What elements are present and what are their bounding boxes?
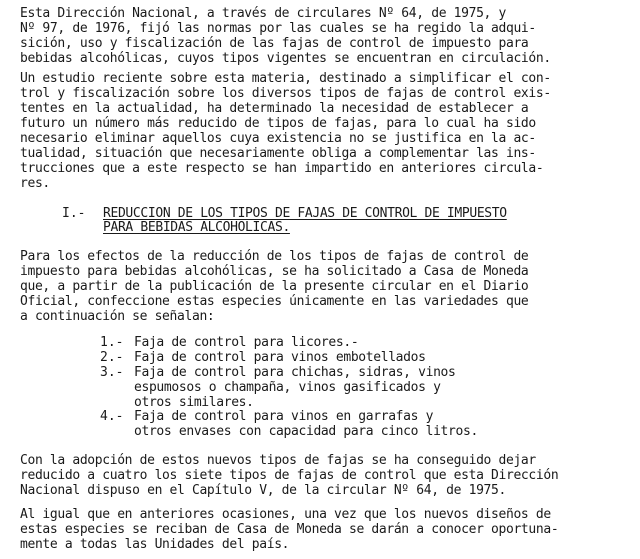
- paragraph-2-line: Un estudio reciente sobre esta materia, destinado a simplificar el con-: [20, 71, 551, 86]
- list-item-text: Faja de control para licores.-: [134, 335, 359, 350]
- paragraph-2-line: trol y fiscalización sobre los diversos tipos de fajas de control exis-: [20, 86, 551, 101]
- list-item-number: 2.-: [100, 350, 124, 365]
- paragraph-4-line: reducido a cuatro los siete tipos de fajas de control que esta Dirección: [20, 468, 559, 483]
- section-number: I.-: [62, 206, 86, 221]
- section-title-line: PARA BEBIDAS ALCOHOLICAS.: [103, 220, 290, 235]
- section-title-line: REDUCCION DE LOS TIPOS DE FAJAS DE CONTROL DE IMPUESTO: [103, 206, 507, 221]
- paragraph-2-line: tualidad, situación que necesariamente obliga a complementar las ins-: [20, 146, 536, 161]
- paragraph-1-line: bebidas alcohólicas, cuyos tipos vigentes se encuentran en circulación.: [20, 51, 551, 66]
- paragraph-3-line: Oficial, confeccione estas especies únicamente en las variedades que: [20, 294, 529, 309]
- list-item-text: otros envases con capacidad para cinco litros.: [134, 424, 478, 439]
- paragraph-2-line: futuro un número más reducido de tipos de fajas, para lo cual ha sido: [20, 116, 536, 131]
- paragraph-1-line: sición, uso y fiscalización de las fajas de control de impuesto para: [20, 36, 529, 51]
- list-item-number: 3.-: [100, 365, 124, 380]
- paragraph-2-line: tentes en la actualidad, ha determinado la necesidad de establecer a: [20, 101, 529, 116]
- paragraph-3-line: Para los efectos de la reducción de los tipos de fajas de control de: [20, 249, 529, 264]
- paragraph-1-line: Nº 97, de 1976, fijó las normas por las cuales se ha regido la adqui-: [20, 21, 536, 36]
- list-item-text: Faja de control para chichas, sidras, vinos: [134, 365, 456, 380]
- paragraph-2-line: trucciones que a este respecto se han impartido en anteriores circula-: [20, 161, 544, 176]
- list-item-text: otros similares.: [134, 395, 254, 410]
- paragraph-2-line: necesario eliminar aquellos cuya existencia no se justifica en la ac-: [20, 131, 536, 146]
- paragraph-5-line: mente a todas las Unidades del país.: [20, 537, 290, 552]
- paragraph-1-line: Esta Dirección Nacional, a través de circulares Nº 64, de 1975, y: [20, 6, 506, 21]
- list-item-number: 4.-: [100, 409, 124, 424]
- list-item-text: espumosos o champaña, vinos gasificados y: [134, 380, 441, 395]
- paragraph-4-line: Nacional dispuso en el Capítulo V, de la circular Nº 64, de 1975.: [20, 483, 506, 498]
- list-item-text: Faja de control para vinos embotellados: [134, 350, 426, 365]
- paragraph-3-line: que, a partir de la publicación de la presente circular en el Diario: [20, 279, 529, 294]
- paragraph-4-line: Con la adopción de estos nuevos tipos de fajas se ha conseguido dejar: [20, 453, 536, 468]
- paragraph-5-line: Al igual que en anteriores ocasiones, una vez que los nuevos diseños de: [20, 507, 551, 522]
- paragraph-5-line: estas especies se reciban de Casa de Moneda se darán a conocer oportuna-: [20, 522, 559, 537]
- list-item-number: 1.-: [100, 335, 124, 350]
- paragraph-3-line: a continuación se señalan:: [20, 309, 215, 324]
- paragraph-3-line: impuesto para bebidas alcohólicas, se ha solicitado a Casa de Moneda: [20, 264, 529, 279]
- paragraph-2-line: res.: [20, 176, 50, 191]
- list-item-text: Faja de control para vinos en garrafas y: [134, 409, 434, 424]
